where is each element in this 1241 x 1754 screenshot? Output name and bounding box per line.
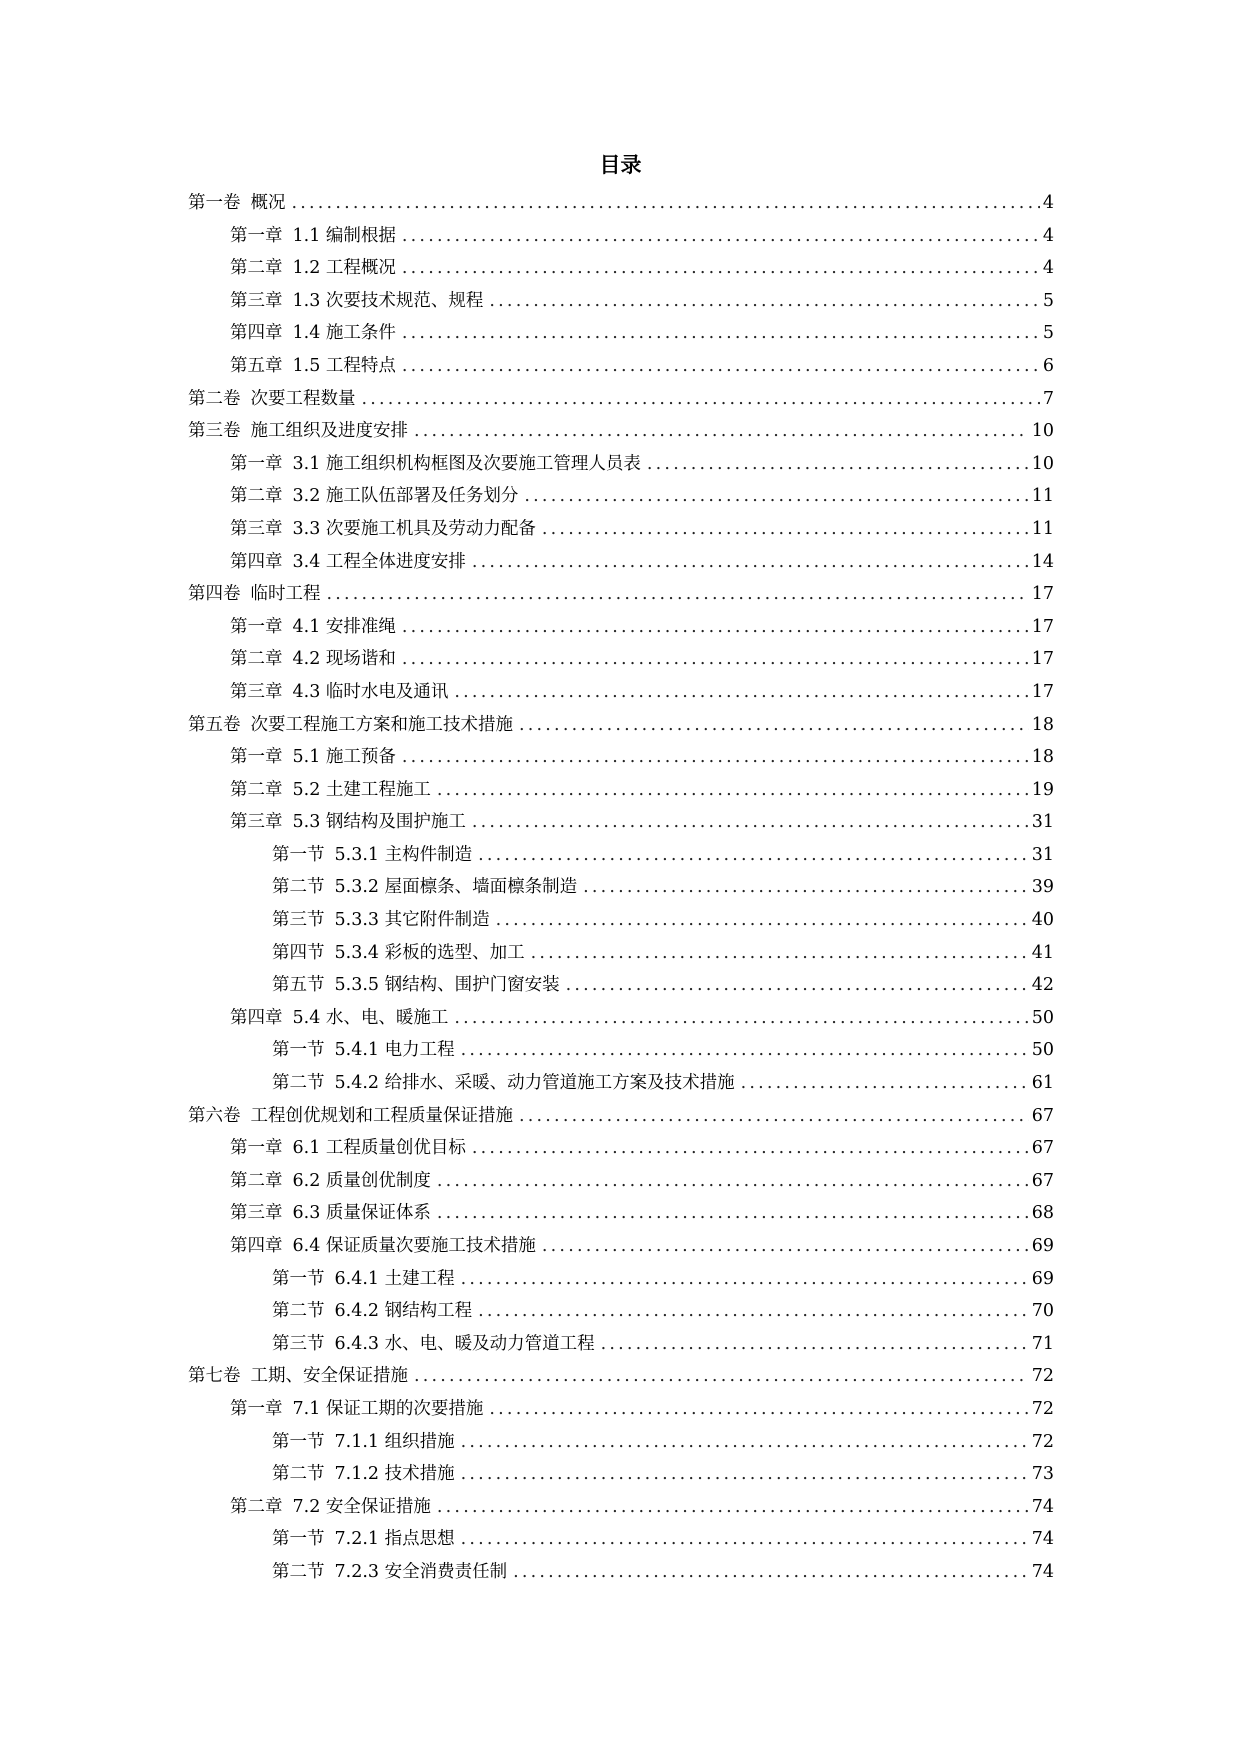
toc-entry-prefix: 第二章 — [230, 486, 283, 507]
toc-entry-level-3[interactable] — [188, 1523, 1054, 1556]
toc-entry-prefix: 第二章 — [230, 649, 283, 670]
toc-entry-title: 5.3.3 其它附件制造 — [334, 910, 490, 931]
toc-entry-level-2[interactable] — [188, 448, 1054, 481]
toc-entry-page-number: 18 — [1031, 714, 1054, 735]
toc-entry-title: 5.3.5 钢结构、围护门窗安装 — [334, 975, 560, 996]
toc-entry-title: 7.1 保证工期的次要措施 — [292, 1398, 484, 1419]
toc-entry-title: 工期、安全保证措施 — [250, 1366, 408, 1387]
toc-entry-level-2[interactable] — [188, 317, 1054, 350]
toc-entry-level-2[interactable] — [188, 643, 1054, 676]
toc-entry-page-number: 39 — [1031, 877, 1054, 898]
dot-leader — [461, 1263, 1029, 1296]
toc-entry-title: 3.1 施工组织机构框图及次要施工管理人员表 — [292, 453, 641, 474]
toc-entry-level-2[interactable] — [188, 806, 1054, 839]
dot-leader — [542, 1230, 1029, 1263]
toc-entry-level-1[interactable] — [188, 383, 1054, 416]
toc-entry-page-number: 18 — [1031, 747, 1054, 768]
dot-leader — [496, 904, 1029, 937]
toc-entry-title: 4.3 临时水电及通讯 — [292, 681, 449, 702]
toc-entry-prefix: 第三章 — [230, 290, 283, 311]
toc-entry-title: 概况 — [250, 193, 286, 213]
dot-leader — [741, 1067, 1029, 1100]
toc-entry-level-3[interactable] — [188, 1458, 1054, 1491]
toc-entry-prefix: 第一章 — [230, 225, 283, 246]
toc-entry-level-2[interactable] — [188, 676, 1054, 709]
toc-entry-page-number: 4 — [1042, 225, 1054, 246]
toc-entry-prefix: 第四节 — [272, 942, 325, 963]
toc-entry-level-2[interactable] — [188, 1393, 1054, 1426]
toc-entry-title: 7.2.3 安全消费责任制 — [334, 1561, 508, 1582]
dot-leader — [437, 1491, 1029, 1524]
toc-entry-prefix: 第六卷 — [188, 1105, 241, 1126]
toc-entry-level-2[interactable] — [188, 1197, 1054, 1230]
toc-entry-level-2[interactable] — [188, 1230, 1054, 1263]
toc-entry-prefix: 第一章 — [230, 1398, 283, 1419]
toc-entry-page-number: 74 — [1031, 1529, 1054, 1550]
dot-leader — [519, 1100, 1029, 1133]
toc-entry-level-2[interactable] — [188, 774, 1054, 807]
dot-leader — [454, 676, 1028, 709]
toc-entry-page-number: 40 — [1031, 910, 1054, 931]
toc-entry-page-number: 72 — [1031, 1366, 1054, 1387]
toc-entry-prefix: 第三章 — [230, 681, 283, 702]
toc-entry-title: 7.1.2 技术措施 — [334, 1464, 455, 1485]
toc-entry-prefix: 第一章 — [230, 453, 283, 474]
toc-entry-prefix: 第二章 — [230, 1170, 283, 1191]
toc-entry-title: 6.4.1 土建工程 — [334, 1268, 455, 1289]
toc-entry-prefix: 第三节 — [272, 910, 325, 931]
toc-entry-prefix: 第一节 — [272, 1431, 325, 1452]
toc-entry-prefix: 第二章 — [230, 258, 283, 279]
dot-leader — [478, 839, 1029, 872]
toc-entry-title: 5.4 水、电、暖施工 — [292, 1007, 449, 1028]
toc-entry-level-2[interactable] — [188, 546, 1054, 579]
dot-leader — [402, 220, 1040, 253]
dot-leader — [402, 350, 1040, 383]
dot-leader — [461, 1034, 1029, 1067]
toc-entry-page-number: 50 — [1031, 1007, 1054, 1028]
toc-entry-page-number: 17 — [1031, 681, 1054, 702]
toc-entry-title: 6.3 质量保证体系 — [292, 1203, 431, 1224]
toc-entry-level-3[interactable] — [188, 937, 1054, 970]
dot-leader — [414, 1360, 1029, 1393]
toc-entry-prefix: 第四卷 — [188, 584, 241, 605]
toc-entry-prefix: 第三卷 — [188, 421, 241, 442]
toc-entry-prefix: 第四章 — [230, 323, 283, 344]
dot-leader — [478, 1295, 1029, 1328]
toc-entry-title: 7.1.1 组织措施 — [334, 1431, 455, 1452]
dot-leader — [437, 1197, 1029, 1230]
dot-leader — [402, 741, 1029, 774]
dot-leader — [402, 317, 1040, 350]
toc-entry-prefix: 第一节 — [272, 844, 325, 865]
toc-entry-page-number: 68 — [1031, 1203, 1054, 1224]
dot-leader — [489, 1393, 1028, 1426]
dot-leader — [414, 415, 1029, 448]
dot-leader — [402, 643, 1029, 676]
toc-entry-page-number: 69 — [1031, 1236, 1054, 1256]
toc-entry-page-number: 67 — [1031, 1170, 1054, 1191]
dot-leader — [542, 513, 1029, 546]
toc-entry-prefix: 第一章 — [230, 1138, 283, 1159]
toc-entry-page-number: 7 — [1042, 388, 1054, 409]
toc-entry-level-3[interactable] — [188, 1067, 1054, 1100]
toc-entry-page-number: 17 — [1031, 584, 1054, 605]
toc-entry-level-2[interactable] — [188, 1132, 1054, 1165]
dot-leader — [472, 546, 1029, 579]
toc-entry-page-number: 4 — [1042, 258, 1054, 279]
toc-entry-level-2[interactable] — [188, 1491, 1054, 1524]
dot-leader — [583, 871, 1029, 904]
toc-entry-page-number: 72 — [1031, 1431, 1054, 1452]
toc-entry-page-number: 73 — [1031, 1464, 1054, 1485]
dot-leader — [472, 806, 1029, 839]
dot-leader — [362, 383, 1040, 416]
toc-entry-page-number: 74 — [1031, 1561, 1054, 1582]
toc-entry-page-number: 14 — [1031, 551, 1054, 572]
toc-entry-page-number: 6 — [1042, 355, 1054, 376]
toc-entry-level-1[interactable] — [188, 1360, 1054, 1393]
toc-entry-page-number: 69 — [1031, 1268, 1054, 1289]
toc-entry-title: 6.4.2 钢结构工程 — [334, 1301, 473, 1322]
toc-entry-prefix: 第二章 — [230, 1496, 283, 1517]
toc-entry-title: 3.2 施工队伍部署及任务划分 — [292, 486, 519, 507]
toc-entry-page-number: 5 — [1042, 323, 1054, 344]
toc-entry-prefix: 第五节 — [272, 975, 325, 996]
dot-leader — [566, 969, 1029, 1002]
dot-leader — [327, 578, 1029, 611]
toc-entry-title: 1.2 工程概况 — [292, 258, 396, 279]
toc-entry-title: 工程创优规划和工程质量保证措施 — [250, 1105, 513, 1126]
toc-entry-title: 6.1 工程质量创优目标 — [292, 1138, 466, 1159]
toc-entry-page-number: 70 — [1031, 1301, 1054, 1322]
toc-entry-level-2[interactable] — [188, 1002, 1054, 1035]
toc-entry-prefix: 第一节 — [272, 1268, 325, 1289]
toc-entry-title: 4.1 安排准绳 — [292, 616, 396, 637]
toc-entry-title: 5.3 钢结构及围护施工 — [292, 812, 466, 833]
toc-entry-level-2[interactable] — [188, 513, 1054, 546]
toc-entry-page-number: 67 — [1031, 1138, 1054, 1159]
toc-entry-title: 次要工程数量 — [250, 388, 356, 409]
toc-entry-level-2[interactable] — [188, 1165, 1054, 1198]
toc-entry-page-number: 17 — [1031, 616, 1054, 637]
toc-entry-title: 3.3 次要施工机具及劳动力配备 — [292, 518, 536, 539]
toc-entry-level-2[interactable] — [188, 285, 1054, 318]
toc-entry-title: 3.4 工程全体进度安排 — [292, 551, 466, 572]
toc-entry-title: 5.3.4 彩板的选型、加工 — [334, 942, 525, 963]
dot-leader — [461, 1458, 1029, 1491]
dot-leader — [402, 611, 1029, 644]
toc-entry-level-3[interactable] — [188, 1328, 1054, 1361]
dot-leader — [461, 1426, 1029, 1459]
toc-entry-prefix: 第五章 — [230, 355, 283, 376]
toc-entry-title: 临时工程 — [250, 584, 321, 605]
toc-entry-level-3[interactable] — [188, 1034, 1054, 1067]
toc-entry-level-3[interactable] — [188, 1426, 1054, 1459]
dot-leader — [461, 1523, 1029, 1556]
toc-entry-title: 5.2 土建工程施工 — [292, 779, 431, 800]
dot-leader — [292, 187, 1040, 220]
toc-entry-prefix: 第一章 — [230, 747, 283, 768]
toc-entry-prefix: 第三章 — [230, 1203, 283, 1224]
dot-leader — [437, 1165, 1029, 1198]
toc-entry-prefix: 第二节 — [272, 1464, 325, 1485]
toc-entry-level-1[interactable] — [188, 1100, 1054, 1133]
toc-entry-level-1[interactable] — [188, 709, 1054, 742]
toc-entry-prefix: 第三章 — [230, 518, 283, 539]
toc-entry-title: 7.2 安全保证措施 — [292, 1496, 431, 1517]
dot-leader — [454, 1002, 1028, 1035]
toc-entry-page-number: 61 — [1031, 1073, 1054, 1094]
toc-entry-level-3[interactable] — [188, 1556, 1054, 1589]
toc-entry-page-number: 31 — [1031, 844, 1054, 865]
toc-entry-prefix: 第七卷 — [188, 1366, 241, 1387]
toc-entry-prefix: 第一节 — [272, 1040, 325, 1061]
dot-leader — [531, 937, 1029, 970]
toc-entry-prefix: 第二章 — [230, 779, 283, 800]
toc-entry-page-number: 17 — [1031, 649, 1054, 670]
toc-entry-title: 1.1 编制根据 — [292, 225, 396, 246]
dot-leader — [647, 448, 1029, 481]
toc-entry-level-2[interactable] — [188, 480, 1054, 513]
toc-entry-prefix: 第三章 — [230, 812, 283, 833]
toc-entry-page-number: 72 — [1031, 1398, 1054, 1419]
toc-entry-level-2[interactable] — [188, 350, 1054, 383]
toc-entry-prefix: 第五卷 — [188, 714, 241, 735]
toc-entry-page-number: 4 — [1042, 193, 1054, 213]
toc-entry-page-number: 50 — [1031, 1040, 1054, 1061]
toc-entry-page-number: 10 — [1031, 453, 1054, 474]
toc-entry-page-number: 41 — [1031, 942, 1054, 963]
toc-entry-page-number: 67 — [1031, 1105, 1054, 1126]
toc-entry-title: 次要工程施工方案和施工技术措施 — [250, 714, 513, 735]
toc-title: 目录 — [599, 153, 642, 177]
toc-entry-title: 4.2 现场谐和 — [292, 649, 396, 670]
toc-entry-page-number: 10 — [1031, 421, 1054, 442]
dot-leader — [601, 1328, 1029, 1361]
toc-entry-page-number: 74 — [1031, 1496, 1054, 1517]
toc-entry-level-3[interactable] — [188, 839, 1054, 872]
toc-entry-level-3[interactable] — [188, 1263, 1054, 1296]
toc-entry-title: 施工组织及进度安排 — [250, 421, 408, 442]
toc-entry-prefix: 第二节 — [272, 1561, 325, 1582]
toc-entry-prefix: 第一章 — [230, 616, 283, 637]
toc-entry-prefix: 第四章 — [230, 1236, 283, 1256]
toc-entry-page-number: 71 — [1031, 1333, 1054, 1354]
toc-entry-title: 1.5 工程特点 — [292, 355, 396, 376]
toc-entry-prefix: 第二节 — [272, 1073, 325, 1094]
toc-entry-title: 1.4 施工条件 — [292, 323, 396, 344]
toc-entry-title: 6.4.3 水、电、暖及动力管道工程 — [334, 1333, 595, 1354]
toc-entry-prefix: 第二卷 — [188, 388, 241, 409]
toc-entry-title: 5.1 施工预备 — [292, 747, 396, 768]
toc-entry-level-2[interactable] — [188, 741, 1054, 774]
toc-entry-level-3[interactable] — [188, 969, 1054, 1002]
table-of-contents — [188, 187, 1054, 1589]
toc-entry-title: 6.4 保证质量次要施工技术措施 — [292, 1236, 536, 1256]
toc-entry-level-3[interactable] — [188, 904, 1054, 937]
toc-entry-page-number: 42 — [1031, 975, 1054, 996]
toc-entry-prefix: 第四章 — [230, 551, 283, 572]
dot-leader — [489, 285, 1039, 318]
toc-entry-page-number: 11 — [1031, 518, 1054, 539]
toc-entry-title: 7.2.1 指点思想 — [334, 1529, 455, 1550]
dot-leader — [437, 774, 1029, 807]
toc-entry-page-number: 19 — [1031, 779, 1054, 800]
toc-entry-page-number: 31 — [1031, 812, 1054, 833]
toc-entry-title: 5.4.1 电力工程 — [334, 1040, 455, 1061]
toc-entry-title: 5.4.2 给排水、采暖、动力管道施工方案及技术措施 — [334, 1073, 735, 1094]
toc-entry-level-1[interactable] — [188, 187, 1054, 220]
toc-entry-page-number: 5 — [1042, 290, 1054, 311]
toc-entry-level-1[interactable] — [188, 578, 1054, 611]
toc-entry-title: 6.2 质量创优制度 — [292, 1170, 431, 1191]
dot-leader — [513, 1556, 1029, 1589]
toc-entry-level-2[interactable] — [188, 220, 1054, 253]
dot-leader — [402, 252, 1040, 285]
toc-entry-prefix: 第一节 — [272, 1529, 325, 1550]
toc-entry-level-2[interactable] — [188, 252, 1054, 285]
toc-entry-level-1[interactable] — [188, 415, 1054, 448]
toc-entry-prefix: 第四章 — [230, 1007, 283, 1028]
toc-entry-title: 5.3.2 屋面檩条、墙面檩条制造 — [334, 877, 578, 898]
toc-entry-title: 1.3 次要技术规范、规程 — [292, 290, 484, 311]
toc-entry-page-number: 11 — [1031, 486, 1054, 507]
toc-entry-prefix: 第二节 — [272, 1301, 325, 1322]
toc-entry-prefix: 第一卷 — [188, 193, 241, 213]
toc-entry-level-3[interactable] — [188, 1295, 1054, 1328]
dot-leader — [472, 1132, 1029, 1165]
toc-entry-title: 5.3.1 主构件制造 — [334, 844, 473, 865]
toc-entry-prefix: 第二节 — [272, 877, 325, 898]
toc-entry-prefix: 第三节 — [272, 1333, 325, 1354]
dot-leader — [519, 709, 1029, 742]
toc-entry-level-3[interactable] — [188, 871, 1054, 904]
dot-leader — [524, 480, 1028, 513]
toc-entry-level-2[interactable] — [188, 611, 1054, 644]
